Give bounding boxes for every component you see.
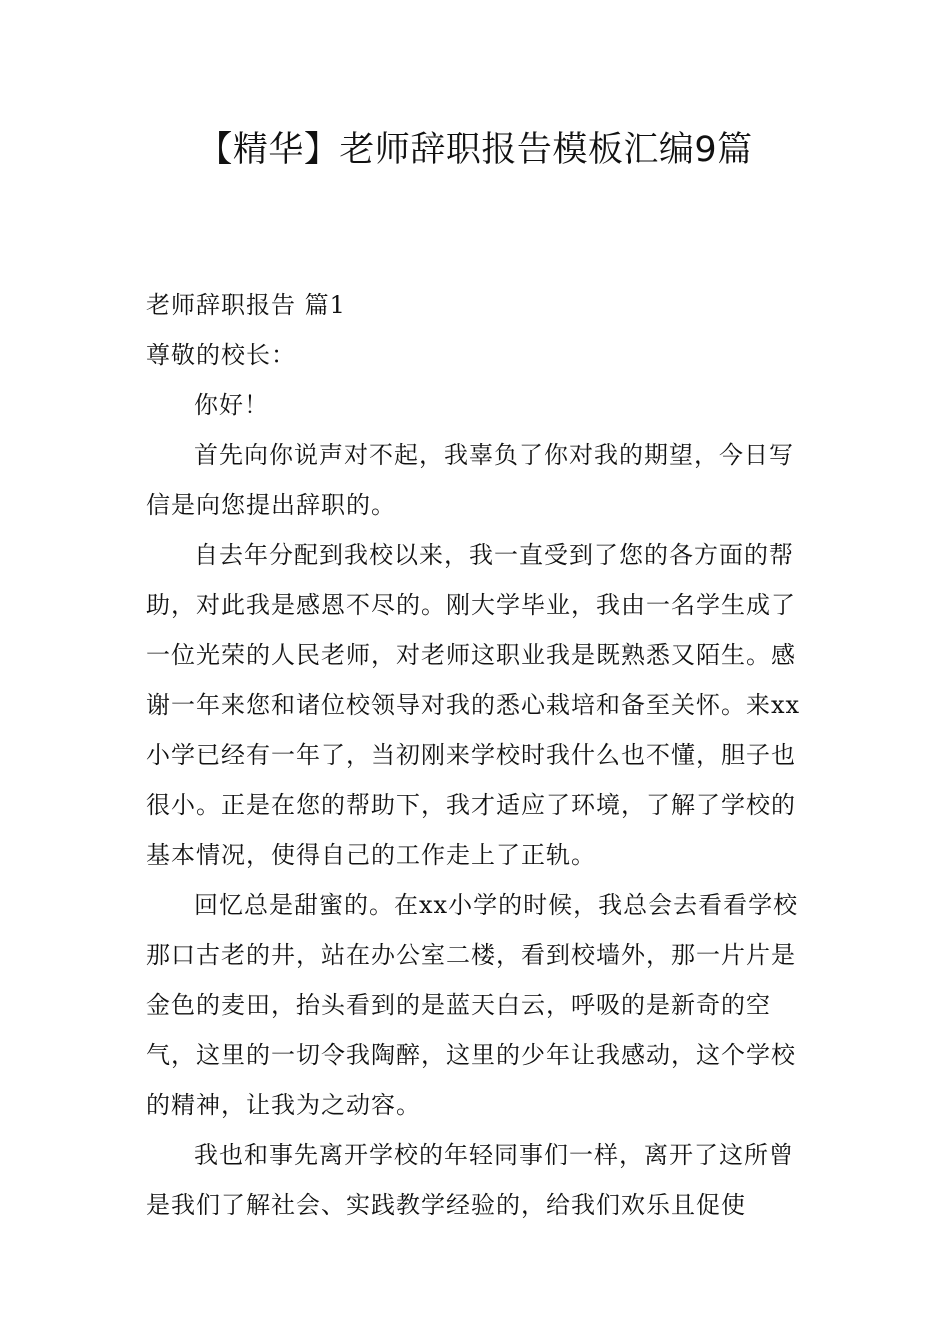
- greeting: 你好！: [194, 391, 269, 419]
- paragraph: 自去年分配到我校以来，我一直受到了您的各方面的帮助，对此我是感恩不尽的。刚大学毕业，我由一名学生成了一位光荣的人民老师，对老师这职业我是既熟悉又陌生。感谢一年来您和诸位校领导对我的悉心栽培和备至关怀。来xx小学已经有一年了，当初刚来学校时我什么也不懂，胆子也很小。正是在您的帮助下，我才适应了环境，了解了学校的基本情况，使得自己的工作走上了正轨。: [146, 541, 801, 869]
- salutation: 尊敬的校长：: [146, 341, 296, 369]
- paragraph: 回忆总是甜蜜的。在xx小学的时候，我总会去看看学校那口古老的井，站在办公室二楼，看到校墙外，那一片片是金色的麦田，抬头看到的是蓝天白云，呼吸的是新奇的空气，这里的一切令我陶醉，这里的少年让我感动，这个学校的精神，让我为之动容。: [146, 891, 799, 1119]
- section-heading: 老师辞职报告 篇1: [146, 291, 346, 319]
- paragraph: 我也和事先离开学校的年轻同事们一样，离开了这所曾是我们了解社会、实践教学经验的，给我们欢乐且促使: [146, 1141, 794, 1219]
- paragraph: 首先向你说声对不起，我辜负了你对我的期望，今日写信是向您提出辞职的。: [146, 441, 794, 519]
- document-body: [146, 280, 808, 1230]
- document-title: 【精华】老师辞职报告模板汇编9篇: [197, 130, 753, 170]
